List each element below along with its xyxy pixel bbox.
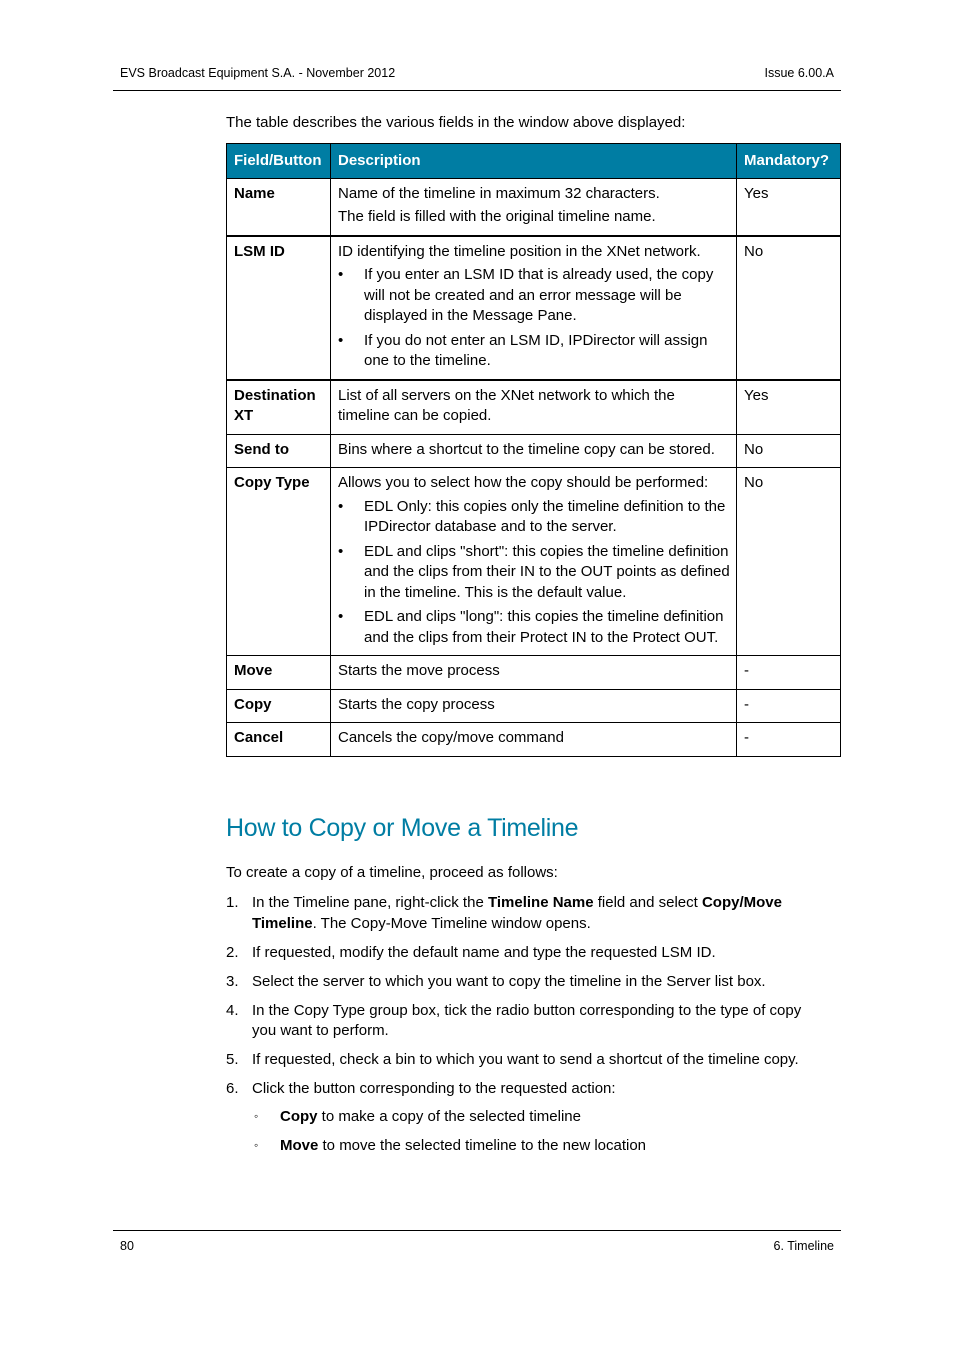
page-footer	[113, 1230, 841, 1253]
mandatory-cell: -	[737, 689, 841, 723]
step-number: 1.	[226, 894, 239, 911]
description-bullet: • EDL Only: this copies only the timeline definition to the IPDirector database and to the server.	[338, 497, 730, 538]
description-bullet: • If you do not enter an LSM ID, IPDirector will assign one to the timeline.	[338, 331, 730, 372]
step-text: Timeline Name	[487, 894, 594, 911]
step-number: 3.	[226, 972, 239, 990]
header-description: Description	[331, 144, 737, 179]
step-text: In the Timeline pane, right-click the	[252, 894, 488, 911]
description-text: Cancels the copy/move command	[338, 729, 564, 746]
description-text: Starts the move process	[338, 662, 500, 679]
table-row	[227, 656, 841, 690]
table-row	[227, 380, 841, 435]
table-header-row	[227, 144, 841, 179]
description-cell	[331, 723, 737, 757]
list-item	[226, 1001, 826, 1042]
description-text: List of all servers on the XNet network to which the timeline can be copied.	[338, 386, 675, 424]
step-text: If requested, check a bin to which you want to send a shortcut of the timeline copy.	[252, 1051, 799, 1068]
table-row	[227, 468, 841, 656]
list-item	[254, 1136, 646, 1157]
field-name-cell: Send to	[227, 434, 331, 468]
step-number: 5.	[226, 1051, 239, 1068]
table-body	[227, 178, 841, 756]
table-row	[227, 178, 841, 236]
step-text: Click the button corresponding to the requested action:	[252, 1080, 616, 1097]
procedure-steps	[226, 893, 826, 1108]
page-header	[113, 63, 841, 91]
step-number: 6.	[226, 1080, 239, 1097]
field-name-cell: Name	[227, 178, 331, 236]
description-text: ID identifying the timeline position in the XNet network.	[338, 242, 701, 260]
mandatory-cell: -	[737, 656, 841, 690]
action-name: Copy	[280, 1108, 318, 1125]
page-number: 80	[120, 1239, 134, 1253]
list-item	[226, 893, 826, 934]
list-item	[226, 1079, 826, 1100]
mandatory-cell: No	[737, 434, 841, 468]
description-bullets	[338, 497, 730, 649]
action-text: to make a copy of the selected timeline	[317, 1108, 581, 1125]
description-text: Bins where a shortcut to the timeline copy can be stored.	[338, 440, 715, 458]
description-bullets	[338, 265, 730, 372]
description-cell	[331, 656, 737, 690]
table-row	[227, 689, 841, 723]
field-name-cell: Copy Type	[227, 468, 331, 656]
field-name-cell: Cancel	[227, 723, 331, 757]
field-name-cell: Copy	[227, 689, 331, 723]
header-mandatory: Mandatory?	[737, 144, 841, 179]
action-name: Move	[280, 1137, 319, 1154]
header-publisher: EVS Broadcast Equipment S.A. - November 2012	[120, 66, 396, 80]
list-item	[226, 972, 826, 993]
description-cell	[331, 236, 737, 380]
list-item	[226, 943, 826, 964]
circle-bullet-icon: ◦	[254, 1109, 259, 1123]
description-cell	[331, 689, 737, 723]
step-text: Copy/Move Timeline	[252, 894, 782, 932]
description-text: Allows you to select how the copy should be performed:	[338, 474, 709, 491]
header-issue: Issue 6.00.A	[764, 66, 834, 80]
table-row	[227, 723, 841, 757]
step-text: . The Copy-Move Timeline window opens.	[312, 914, 591, 932]
mandatory-cell: -	[737, 723, 841, 757]
step-text: If requested, modify the default name and type the requested LSM ID.	[252, 943, 716, 961]
step-text: field and select	[593, 894, 702, 911]
description-text: Starts the copy process	[338, 695, 495, 713]
field-name-cell: Destination XT	[227, 380, 331, 435]
description-bullet: • EDL and clips "short": this copies the timeline definition and the clips from their IN to the OUT points as defined in the timeline. This is the default value.	[338, 542, 730, 604]
step-number: 4.	[226, 1001, 239, 1019]
description-cell	[331, 434, 737, 468]
mandatory-cell: Yes	[737, 178, 841, 236]
description-bullet: • If you enter an LSM ID that is already used, the copy will not be created and an error message will be displayed in the Message Pane.	[338, 265, 730, 327]
mandatory-cell: No	[737, 468, 841, 656]
field-name-cell: LSM ID	[227, 236, 331, 380]
step-text: Select the server to which you want to copy the timeline in the Server list box.	[252, 972, 766, 990]
mandatory-cell: Yes	[737, 380, 841, 435]
description-text: Name of the timeline in maximum 32 characters.	[338, 184, 660, 202]
step-number: 2.	[226, 943, 239, 961]
description-bullet: • EDL and clips "long": this copies the timeline definition and the clips from their Protect IN to the Protect OUT.	[338, 607, 730, 648]
description-text: The field is filled with the original timeline name.	[338, 208, 656, 225]
mandatory-cell: No	[737, 236, 841, 380]
description-cell	[331, 468, 737, 656]
header-field: Field/Button	[227, 144, 331, 179]
action-options	[254, 1107, 646, 1165]
step-text: In the Copy Type group box, tick the radio button corresponding to the type of copy you want to perform.	[252, 1001, 802, 1039]
description-cell	[331, 178, 737, 236]
circle-bullet-icon: ◦	[254, 1138, 259, 1152]
table-intro: The table describes the various fields in the window above displayed:	[226, 114, 686, 131]
section-title: How to Copy or Move a Timeline	[226, 814, 579, 842]
action-text: to move the selected timeline to the new location	[318, 1137, 647, 1154]
table-row	[227, 434, 841, 468]
chapter-name: 6. Timeline	[773, 1239, 834, 1253]
fields-table	[226, 143, 841, 757]
procedure-lead: To create a copy of a timeline, proceed as follows:	[226, 864, 558, 881]
list-item	[254, 1107, 646, 1128]
description-cell	[331, 380, 737, 435]
field-name-cell: Move	[227, 656, 331, 690]
list-item	[226, 1050, 826, 1071]
table-row	[227, 236, 841, 380]
